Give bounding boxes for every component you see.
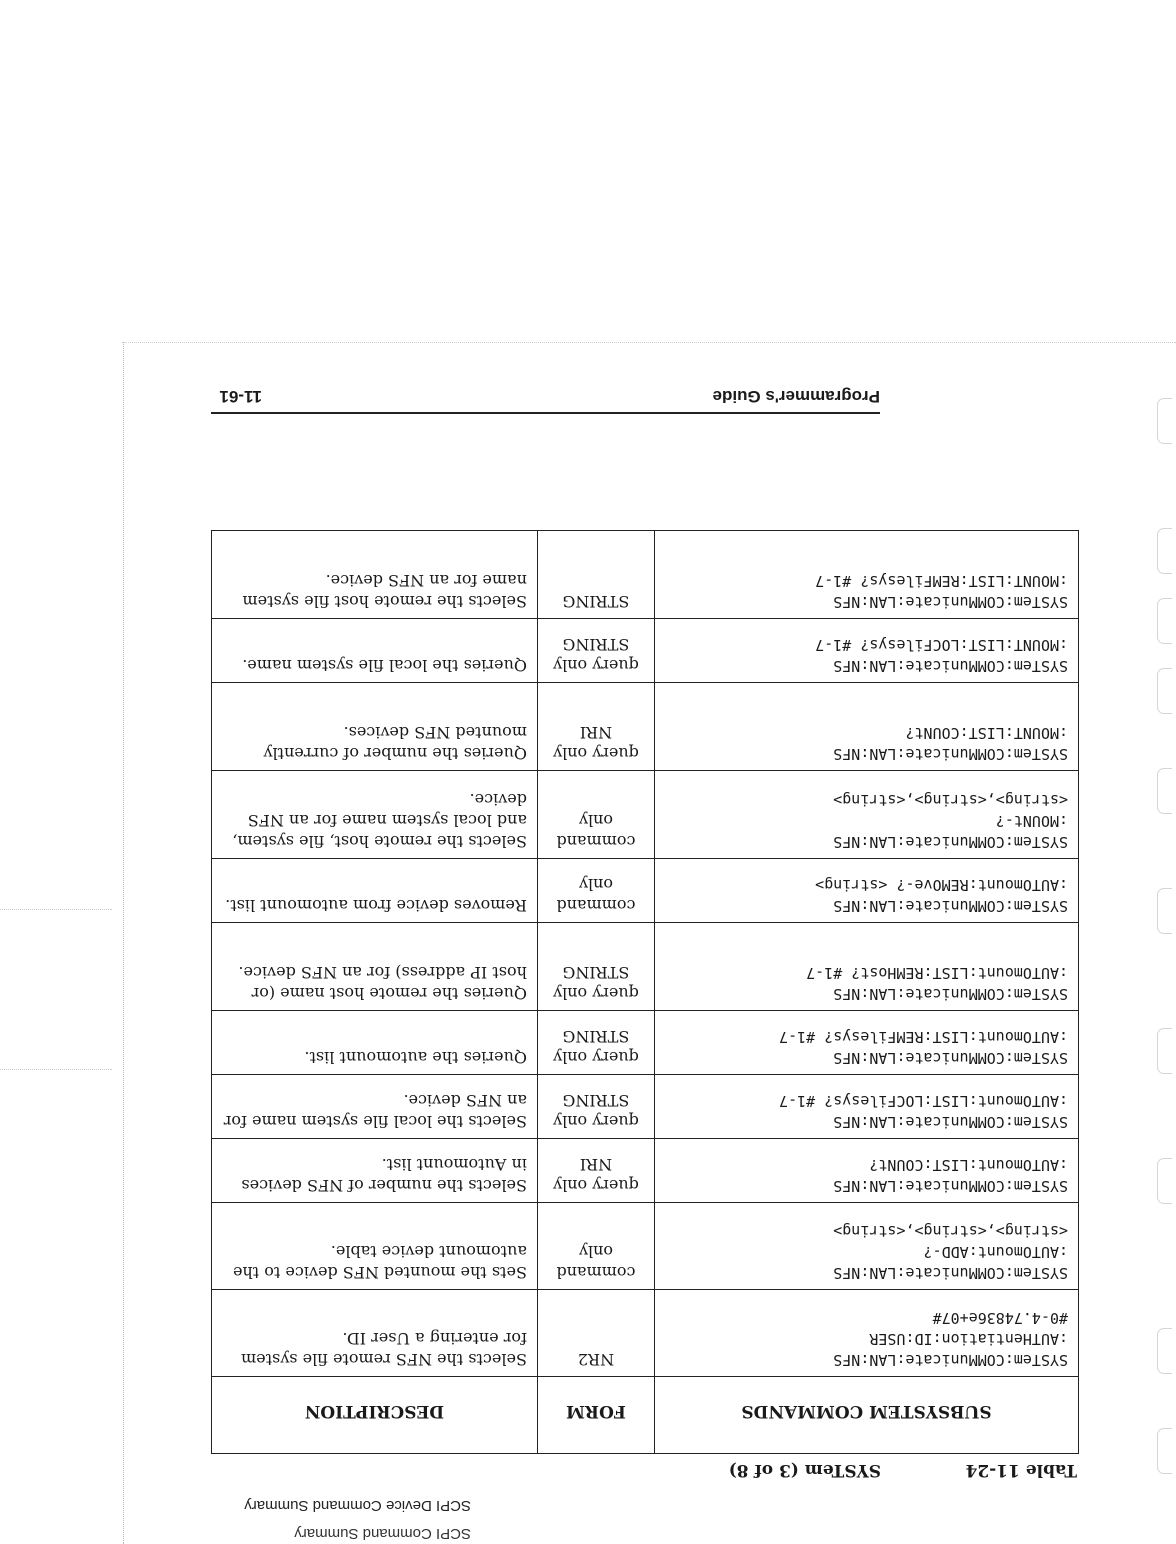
command-line: SYSTem:COMMunicate:LAN:NFS	[833, 1264, 1068, 1282]
footer-guide-title: Programmer's Guide	[712, 387, 880, 406]
command-line: :MOUNt-?	[995, 812, 1068, 830]
command-line: :AUTOmount:LIST:LOCFilesys? #1-7	[779, 1092, 1068, 1110]
description-cell: Removes device from automount list.	[212, 859, 538, 923]
command-cell	[655, 771, 1079, 859]
table-row	[212, 923, 1079, 1011]
description-cell: Queries the automount list.	[212, 1011, 538, 1075]
binder-hole	[1157, 668, 1172, 714]
table-row	[212, 1139, 1079, 1203]
binder-hole	[1157, 768, 1172, 814]
description-cell: Selects the number of NFS devices in Automount list.	[212, 1139, 538, 1203]
column-header-subsystem-commands: SUBSYSTEM COMMANDS	[655, 1377, 1079, 1454]
section-title-partial: SCPI Command Summary	[294, 1525, 471, 1542]
scan-mark	[0, 909, 112, 910]
description-cell: Selects the NFS remote file system for entering a User ID.	[212, 1290, 538, 1377]
command-line: SYSTem:COMMunicate:LAN:NFS	[833, 1351, 1068, 1369]
command-line: <string>,<string>,<string>	[833, 1222, 1068, 1240]
command-cell	[655, 1139, 1079, 1203]
table-title: SYSTem (3 of 8)	[728, 1460, 881, 1480]
command-cell	[655, 1203, 1079, 1290]
form-cell: command only	[537, 1203, 654, 1290]
command-line: :MOUNT:LIST:REMFilesys? #1-7	[815, 572, 1068, 590]
binder-hole	[1157, 398, 1172, 444]
command-cell	[655, 531, 1079, 619]
command-line: SYSTem:COMMunicate:LAN:NFS	[833, 657, 1068, 675]
command-line: :AUTOmount:LIST:REMFilesys? #1-7	[779, 1028, 1068, 1046]
form-cell: query only NRI	[537, 683, 654, 771]
form-cell: query only NRI	[537, 1139, 654, 1203]
command-line: SYSTem:COMMunicate:LAN:NFS	[833, 897, 1068, 915]
form-cell: NR2	[537, 1290, 654, 1377]
command-line: :MOUNT:LIST:COUNt?	[905, 724, 1068, 742]
description-cell: Sets the mounted NFS device to the automount device table.	[212, 1203, 538, 1290]
binder-hole	[1157, 1428, 1172, 1474]
binder-hole	[1157, 1158, 1172, 1204]
page-number: 11-61	[219, 387, 262, 406]
form-cell: command only	[537, 771, 654, 859]
command-line: :AUTOmount:LIST:REMHost? #1-7	[806, 964, 1068, 982]
scan-edge-vertical	[123, 342, 124, 1544]
command-line: :AUTOmount:ADD-?	[923, 1243, 1068, 1261]
command-line: SYSTem:COMMunicate:LAN:NFS	[833, 745, 1068, 763]
command-line: SYSTem:COMMunicate:LAN:NFS	[833, 833, 1068, 851]
form-cell: query only STRING	[537, 1011, 654, 1075]
description-cell: Queries the local file system name.	[212, 619, 538, 683]
command-cell	[655, 859, 1079, 923]
command-cell	[655, 619, 1079, 683]
table-header-row	[212, 1377, 1079, 1454]
table-row	[212, 771, 1079, 859]
binder-hole	[1157, 888, 1172, 934]
description-cell: Selects the remote host, file system, and local system name for an NFS device.	[212, 771, 538, 859]
form-cell: query only STRING	[537, 1075, 654, 1139]
binder-hole	[1157, 1328, 1172, 1374]
command-line: <string>,<string>,<string>	[833, 791, 1068, 809]
scan-mark	[0, 1069, 112, 1070]
description-cell: Selects the local file system name for an NFS device.	[212, 1075, 538, 1139]
command-cell	[655, 1075, 1079, 1139]
form-cell: query only STRING	[537, 923, 654, 1011]
table-row	[212, 619, 1079, 683]
table-row	[212, 531, 1079, 619]
table-row	[212, 859, 1079, 923]
form-cell: STRING	[537, 531, 654, 619]
command-line: SYSTem:COMMunicate:LAN:NFS	[833, 1113, 1068, 1131]
command-table	[211, 530, 1079, 1454]
scan-edge-horizontal	[122, 342, 1176, 343]
column-header-form: FORM	[537, 1377, 654, 1454]
section-title: SCPI Device Command Summary	[244, 1497, 471, 1514]
description-cell: Queries the remote host name (or host IP address) for an NFS device.	[212, 923, 538, 1011]
command-line: SYSTem:COMMunicate:LAN:NFS	[833, 593, 1068, 611]
table-number: Table 11-24	[965, 1460, 1077, 1480]
table-row	[212, 1011, 1079, 1075]
form-cell: command only	[537, 859, 654, 923]
table-row	[212, 1203, 1079, 1290]
command-cell	[655, 1290, 1079, 1377]
command-cell	[655, 923, 1079, 1011]
command-line: SYSTem:COMMunicate:LAN:NFS	[833, 1049, 1068, 1067]
description-cell: Queries the number of currently mounted NFS devices.	[212, 683, 538, 771]
table-row	[212, 1290, 1079, 1377]
table-row	[212, 683, 1079, 771]
command-cell	[655, 1011, 1079, 1075]
command-line: #0-4.74836e+07#	[932, 1309, 1068, 1327]
footer-rule	[211, 412, 880, 414]
description-cell: Selects the remote host file system name for an NFS device.	[212, 531, 538, 619]
binder-hole	[1157, 528, 1172, 574]
binder-hole	[1157, 598, 1172, 644]
command-line: SYSTem:COMMunicate:LAN:NFS	[833, 1177, 1068, 1195]
command-line: :MOUNT:LIST:LOCFilesys? #1-7	[815, 636, 1068, 654]
command-line: SYSTem:COMMunicate:LAN:NFS	[833, 985, 1068, 1003]
command-line: :AUTHentiation:ID:USER	[869, 1330, 1068, 1348]
command-line: :AUTOmount:LIST:COUNt?	[869, 1156, 1068, 1174]
binder-hole	[1157, 1028, 1172, 1074]
column-header-description: DESCRIPTION	[212, 1377, 538, 1454]
command-line: :AUTOmount:REMOve-? <string>	[815, 876, 1068, 894]
form-cell: query only STRING	[537, 619, 654, 683]
command-cell	[655, 683, 1079, 771]
table-row	[212, 1075, 1079, 1139]
